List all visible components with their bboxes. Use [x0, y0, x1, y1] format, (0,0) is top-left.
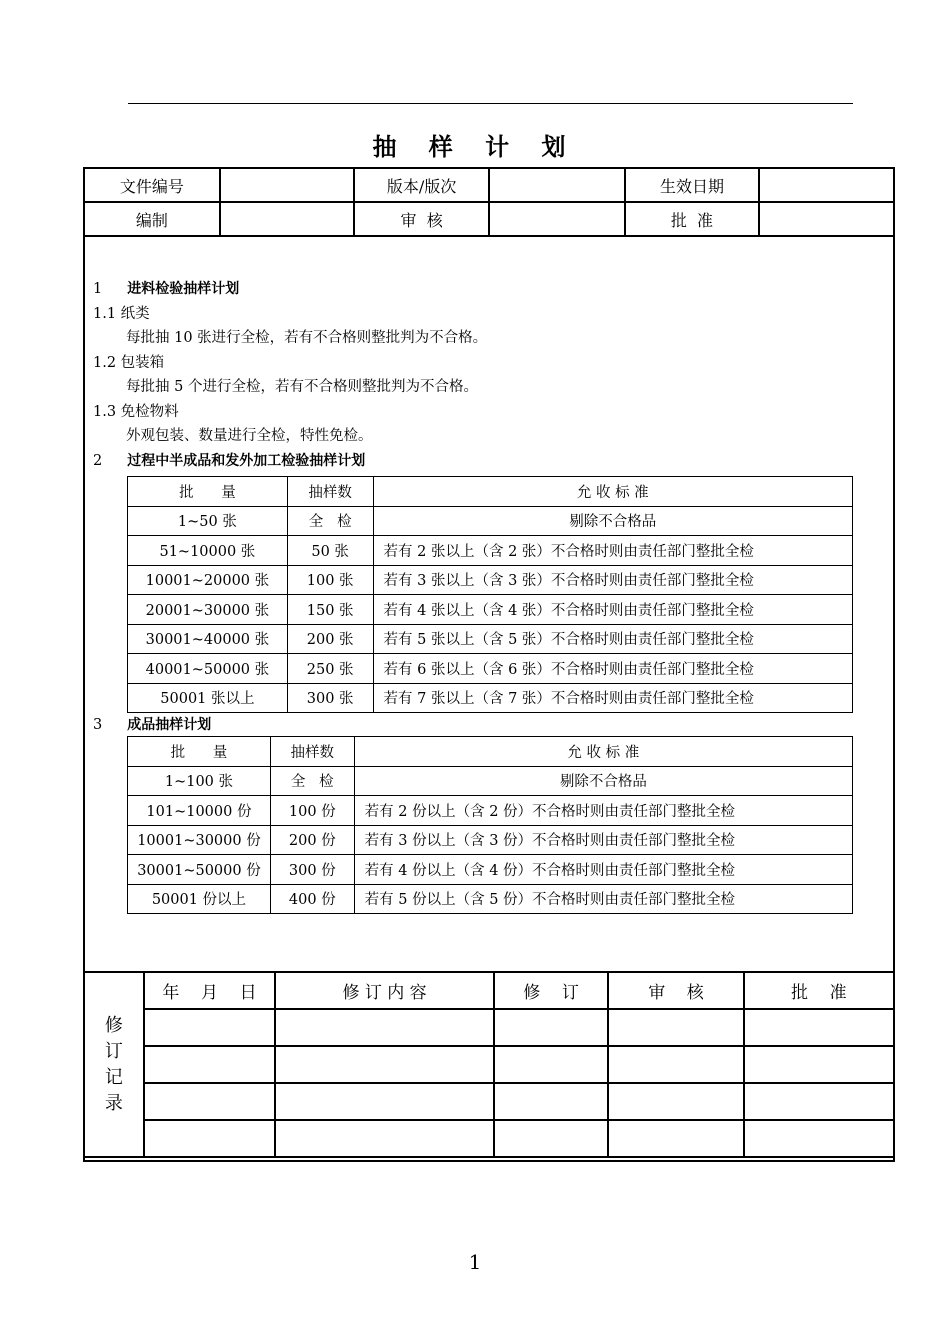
col-header-sample: 抽样数 — [270, 737, 354, 767]
col-header-approved-by: 批 准 — [744, 972, 894, 1009]
side-char: 录 — [104, 1092, 123, 1114]
revision-cell — [744, 1120, 894, 1157]
doc-number-label: 文件编号 — [84, 168, 220, 202]
sample-cell: 100 份 — [270, 796, 354, 826]
lot-cell: 50001 张以上 — [128, 683, 288, 713]
version-label: 版本/版次 — [354, 168, 489, 202]
criteria-cell: 剔除不合格品 — [373, 506, 852, 536]
lot-cell: 10001~20000 张 — [128, 565, 288, 595]
col-header-criteria: 允 收 标 准 — [373, 477, 852, 507]
lot-cell: 10001~30000 份 — [128, 825, 271, 855]
revision-row — [84, 1046, 894, 1083]
revision-cell — [744, 1009, 894, 1046]
revision-cell — [744, 1083, 894, 1120]
lot-cell: 1~50 张 — [128, 506, 288, 536]
revision-cell — [494, 1046, 609, 1083]
criteria-cell: 若有 2 份以上（含 2 份）不合格时则由责任部门整批全检 — [354, 796, 852, 826]
version-value — [489, 168, 625, 202]
lot-cell: 1~100 张 — [128, 766, 271, 796]
revision-cell — [144, 1009, 276, 1046]
sample-cell: 200 张 — [287, 624, 373, 654]
page-number: 1 — [468, 1250, 482, 1274]
sample-cell: 300 张 — [287, 683, 373, 713]
info-row — [84, 168, 894, 202]
criteria-cell: 若有 3 份以上（含 3 份）不合格时则由责任部门整批全检 — [354, 825, 852, 855]
revision-cell — [275, 1046, 493, 1083]
item-title: 1.1 纸类 — [93, 305, 150, 322]
sample-cell: 250 张 — [287, 654, 373, 684]
lot-cell: 50001 份以上 — [128, 884, 271, 914]
criteria-cell: 若有 4 张以上（含 4 张）不合格时则由责任部门整批全检 — [373, 595, 852, 625]
section-1-heading — [93, 277, 487, 302]
table-row — [128, 683, 853, 713]
revision-cell — [494, 1120, 609, 1157]
lot-cell: 30001~40000 张 — [128, 624, 288, 654]
table-row — [128, 796, 853, 826]
sample-cell: 300 份 — [270, 855, 354, 885]
approved-by-label: 批 准 — [625, 202, 760, 236]
info-row — [84, 202, 894, 236]
section-number: 3 — [93, 717, 103, 733]
col-header-criteria: 允 收 标 准 — [354, 737, 852, 767]
table-row — [128, 506, 853, 536]
revision-side-label — [84, 972, 144, 1157]
revision-row — [84, 1009, 894, 1046]
item-text: 每批抽 10 张进行全检，若有不合格则整批判为不合格。 — [126, 330, 488, 346]
table-row — [128, 565, 853, 595]
effective-date-value — [759, 168, 894, 202]
page-title: 抽 样 计 划 — [372, 133, 578, 161]
criteria-cell: 若有 2 张以上（含 2 张）不合格时则由责任部门整批全检 — [373, 536, 852, 566]
col-header-date: 年 月 日 — [144, 972, 276, 1009]
table-row — [128, 855, 853, 885]
section-2-heading — [93, 449, 487, 474]
revision-cell — [608, 1083, 743, 1120]
sample-cell: 100 张 — [287, 565, 373, 595]
col-header-reviewed-by: 审 核 — [608, 972, 743, 1009]
prepared-by-value — [220, 202, 355, 236]
side-char: 记 — [104, 1066, 123, 1088]
section-title: 成品抽样计划 — [127, 717, 212, 733]
criteria-cell: 若有 3 张以上（含 3 张）不合格时则由责任部门整批全检 — [373, 565, 852, 595]
lot-cell: 20001~30000 张 — [128, 595, 288, 625]
lot-cell: 30001~50000 份 — [128, 855, 271, 885]
section-3-heading — [93, 713, 211, 738]
revision-cell — [144, 1046, 276, 1083]
sample-cell: 全 检 — [270, 766, 354, 796]
lot-cell: 51~10000 张 — [128, 536, 288, 566]
col-header-lot: 批 量 — [128, 477, 288, 507]
table-row — [128, 766, 853, 796]
revision-cell — [275, 1009, 493, 1046]
revision-cell — [608, 1009, 743, 1046]
sample-cell: 200 份 — [270, 825, 354, 855]
sample-cell: 150 张 — [287, 595, 373, 625]
table-row — [128, 624, 853, 654]
revision-cell — [275, 1120, 493, 1157]
revision-cell — [494, 1009, 609, 1046]
section-title: 过程中半成品和发外加工检验抽样计划 — [127, 452, 366, 469]
reviewed-by-value — [489, 202, 625, 236]
item-title: 1.2 包装箱 — [93, 354, 165, 371]
criteria-cell: 若有 5 份以上（含 5 份）不合格时则由责任部门整批全检 — [354, 884, 852, 914]
table-header-row — [128, 477, 853, 507]
item-text: 每批抽 5 个进行全检，若有不合格则整批判为不合格。 — [126, 379, 478, 395]
table-row — [128, 595, 853, 625]
revision-row — [84, 1083, 894, 1120]
section-1 — [93, 277, 487, 473]
table-row — [128, 654, 853, 684]
revision-row — [84, 1120, 894, 1157]
revision-cell — [144, 1120, 276, 1157]
col-header-revision-content: 修 订 内 容 — [275, 972, 493, 1009]
col-header-revised-by: 修 订 — [494, 972, 609, 1009]
sample-cell: 全 检 — [287, 506, 373, 536]
section-title: 进料检验抽样计划 — [127, 281, 240, 297]
section-3 — [93, 713, 211, 738]
side-char: 修 — [104, 1014, 123, 1036]
revision-record-table — [83, 971, 895, 1158]
prepared-by-label: 编制 — [84, 202, 220, 236]
table-row — [128, 825, 853, 855]
revision-cell — [494, 1083, 609, 1120]
sample-cell: 400 份 — [270, 884, 354, 914]
finished-goods-sampling-table — [127, 736, 853, 914]
revision-cell — [275, 1083, 493, 1120]
revision-cell — [744, 1046, 894, 1083]
approved-by-value — [759, 202, 894, 236]
table-row — [128, 536, 853, 566]
criteria-cell: 若有 5 张以上（含 5 张）不合格时则由责任部门整批全检 — [373, 624, 852, 654]
col-header-sample: 抽样数 — [287, 477, 373, 507]
lot-cell: 101~10000 份 — [128, 796, 271, 826]
col-header-lot: 批 量 — [128, 737, 271, 767]
item-title: 1.3 免检物料 — [93, 403, 179, 420]
revision-header-row — [84, 972, 894, 1009]
process-sampling-table — [127, 476, 853, 713]
criteria-cell: 若有 4 份以上（含 4 份）不合格时则由责任部门整批全检 — [354, 855, 852, 885]
section-number: 1 — [93, 281, 103, 297]
table-header-row — [128, 737, 853, 767]
sample-cell: 50 张 — [287, 536, 373, 566]
revision-cell — [608, 1046, 743, 1083]
criteria-cell: 若有 7 张以上（含 7 张）不合格时则由责任部门整批全检 — [373, 683, 852, 713]
top-rule — [128, 103, 853, 104]
item-text: 外观包装、数量进行全检，特性免检。 — [126, 428, 373, 444]
section-number: 2 — [93, 452, 103, 469]
revision-cell — [144, 1083, 276, 1120]
document-info-table — [83, 167, 895, 237]
doc-number-value — [220, 168, 355, 202]
lot-cell: 40001~50000 张 — [128, 654, 288, 684]
criteria-cell: 若有 6 张以上（含 6 张）不合格时则由责任部门整批全检 — [373, 654, 852, 684]
side-char: 订 — [104, 1040, 123, 1062]
effective-date-label: 生效日期 — [625, 168, 760, 202]
revision-cell — [608, 1120, 743, 1157]
reviewed-by-label: 审 核 — [354, 202, 489, 236]
criteria-cell: 剔除不合格品 — [354, 766, 852, 796]
table-row — [128, 884, 853, 914]
